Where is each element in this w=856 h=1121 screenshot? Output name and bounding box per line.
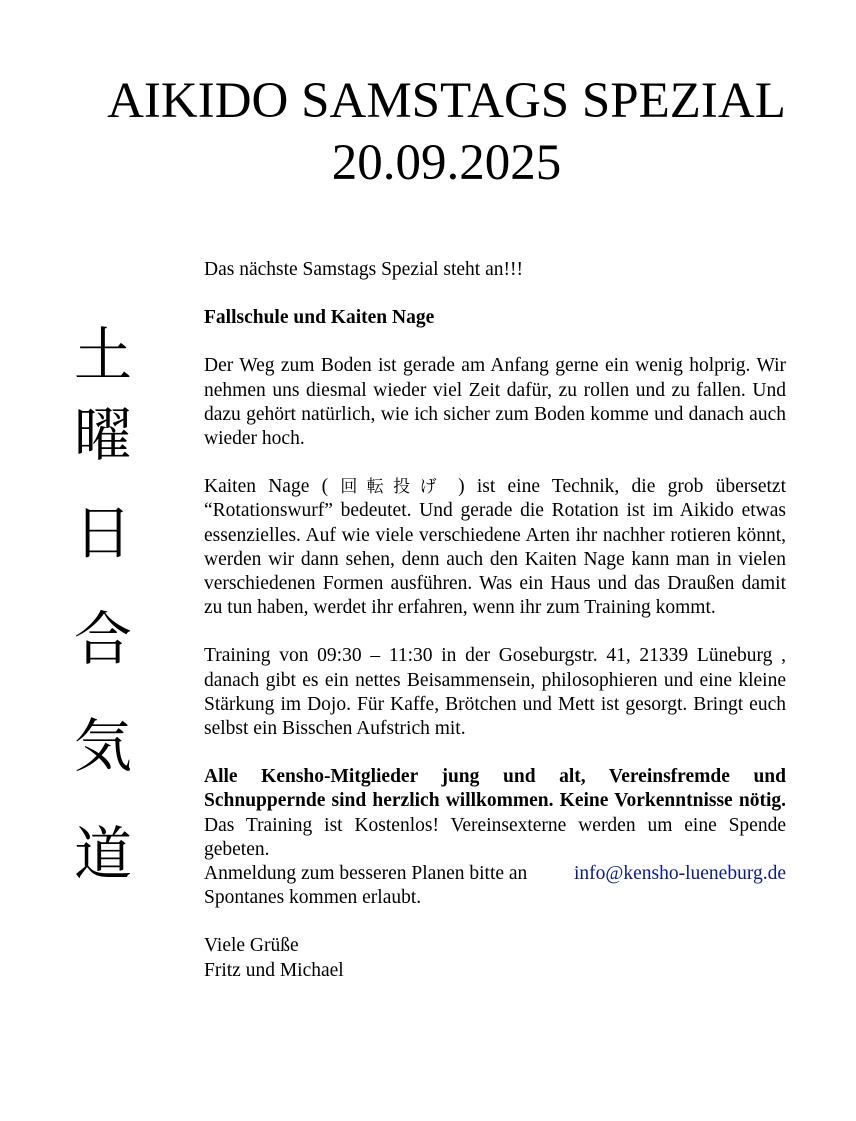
paragraph-kaiten-nage (204, 475, 786, 620)
signup-text: Anmeldung zum besseren Planen bitte an (204, 863, 528, 885)
kanji-you: 曜 (73, 401, 132, 469)
kanji-bi: 日 (73, 499, 132, 567)
signature: Fritz und Michael (204, 959, 344, 981)
spontaneous-note: Spontanes kommen erlaubt. (204, 887, 422, 909)
paragraph-training-details: Training von 09:30 – 11:30 in der Goseburgstr. 41, 21339 Lüneburg , danach gibt es ein nettes Beisammensein, philosophieren und eine kleine Stärkung im Dojo. Für Kaffe, Brötchen und Mett ist gesorgt. Bringt euch selbst ein Bisschen Aufstrich mit. (204, 645, 786, 740)
kanji-ai: 合 (73, 605, 132, 673)
welcome-cost: Das Training ist Kostenlos! Vereinsexterne werden um eine Spende gebeten. (204, 814, 786, 860)
paragraph-signup (204, 862, 786, 886)
greeting: Viele Grüße (204, 935, 299, 957)
title-line-2-date: 20.09.2025 (331, 135, 562, 191)
email-link[interactable]: info@kensho-lueneburg.de (573, 863, 786, 885)
section-subtitle: Fallschule und Kaiten Nage (204, 307, 435, 329)
paragraph-fallschule: Der Weg zum Boden ist gerade am Anfang gerne ein wenig holprig. Wir nehmen uns diesmal wieder viel Zeit dafür, zu rollen und zu fallen. Und dazu gehört natürlich, wie ich sicher zum Boden komme und danach auch wieder hoch. (204, 355, 786, 450)
paragraph-welcome (204, 765, 786, 862)
title-line-1: AIKIDO SAMSTAGS SPEZIAL (107, 73, 786, 129)
kanji-ki: 気 (73, 712, 132, 780)
main-content (204, 258, 786, 983)
kanji-dou: 道 (73, 820, 132, 888)
kanji-do: 土 (73, 321, 132, 389)
welcome-bold: Alle Kensho-Mitglieder jung und alt, Vereinsfremde und Schnuppernde sind herzlich willkommen. Keine Vorkenntnisse nötig. (204, 766, 786, 812)
kaiten-nage-japanese: 回転投げ (340, 477, 446, 498)
kaiten-nage-intro: Kaiten Nage ( (204, 476, 329, 498)
page-title (0, 70, 856, 194)
intro-text: Das nächste Samstags Spezial steht an!!! (204, 259, 523, 280)
kaiten-nage-description: ) ist eine Technik, die grob übersetzt “Rotationswurf” bedeutet. Und gerade die Rotation ist im Aikido etwas essenzielles. Auf wie viele verschiedene Arten ihr nachher rotieren könnt, werden wir dann sehen, denn auch den Kaiten Nage kann man in vielen verschiedenen Formen ausführen. Was ein Haus und das Draußen damit zu tun haben, werdet ihr erfahren, wenn ihr zum Training kommt. (204, 476, 786, 619)
